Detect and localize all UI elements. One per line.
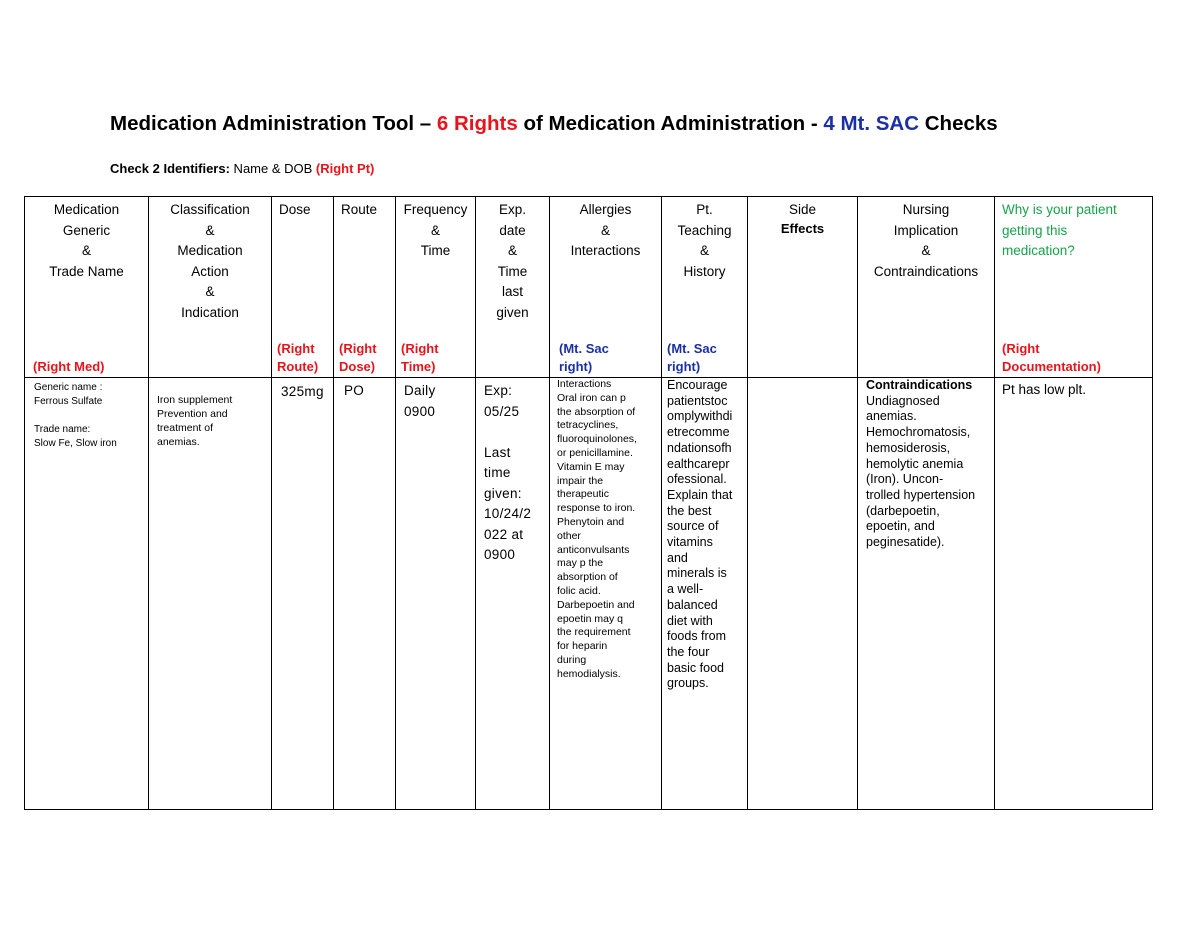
header-classification: Classification & Medication Action & Indication — [149, 197, 272, 378]
cell-medication: Generic name : Ferrous Sulfate Trade name: Slow Fe, Slow iron — [25, 378, 149, 810]
mt-sac-check-label: (Mt. Sac right) — [667, 341, 717, 374]
mt-sac-check-label: (Mt. Sac right) — [559, 341, 609, 374]
header-row — [25, 197, 1153, 378]
medication-table — [24, 196, 1153, 810]
header-allergies: Allergies & Interactions (Mt. Sac right) — [550, 197, 662, 378]
header-exp-date: Exp. date & Time last given — [476, 197, 550, 378]
right-time-label: (Right Time) — [401, 341, 439, 374]
header-frequency: Frequency & Time (Right Time) — [396, 197, 476, 378]
table-row — [25, 378, 1153, 810]
right-dose-label: (Right Dose) — [339, 341, 377, 374]
cell-side-effects — [748, 378, 858, 810]
cell-contraindications: Contraindications Undiagnosed anemias. Hemochromatosis, hemosiderosis, hemolytic anemia (Iron). Uncon- trolled hypertension (darbepoetin, epoetin, and peginesatide). — [858, 378, 995, 810]
header-side-effects: Side Effects — [748, 197, 858, 378]
cell-frequency: Daily 0900 — [396, 378, 476, 810]
page-title: Medication Administration Tool – 6 Rights of Medication Administration - 4 Mt. SAC Checks — [110, 112, 998, 135]
header-medication: Medication Generic & Trade Name (Right Med) — [25, 197, 149, 378]
cell-why: Pt has low plt. — [995, 378, 1153, 810]
cell-route: PO — [334, 378, 396, 810]
header-why: Why is your patient getting this medication? (Right Documentation) — [995, 197, 1153, 378]
right-route-label: (Right Route) — [277, 341, 319, 374]
right-documentation-label: (Right Documentation) — [1002, 341, 1101, 374]
cell-exp-date: Exp: 05/25 Last time given: 10/24/2 022 at 0900 — [476, 378, 550, 810]
header-route: Route (Right Dose) — [334, 197, 396, 378]
identifier-check: Check 2 Identifiers: Name & DOB (Right Pt) — [110, 161, 375, 176]
header-teaching: Pt. Teaching & History (Mt. Sac right) — [662, 197, 748, 378]
right-med-label: (Right Med) — [33, 358, 105, 374]
header-dose: Dose (Right Route) — [272, 197, 334, 378]
cell-classification: Iron supplement Prevention and treatment of anemias. — [149, 378, 272, 810]
cell-interactions: Interactions Oral iron can p the absorption of tetracyclines, fluoroquinolones, or penicillamine. Vitamin E may impair the therapeutic response to iron. Phenytoin and other anticonvulsants may p the absorption of folic acid. Darbepoetin and epoetin may q the requirement for heparin during hemodialysis. — [550, 378, 662, 810]
header-nursing: Nursing Implication & Contraindications — [858, 197, 995, 378]
cell-teaching: Encourage patientstoc omplywithdi etrecomme ndationsofh ealthcarepr ofessional. Explain that the best source of vitamins and minerals is a well- balanced diet with foods from the four basic food groups. — [662, 378, 748, 810]
cell-dose: 325mg — [272, 378, 334, 810]
